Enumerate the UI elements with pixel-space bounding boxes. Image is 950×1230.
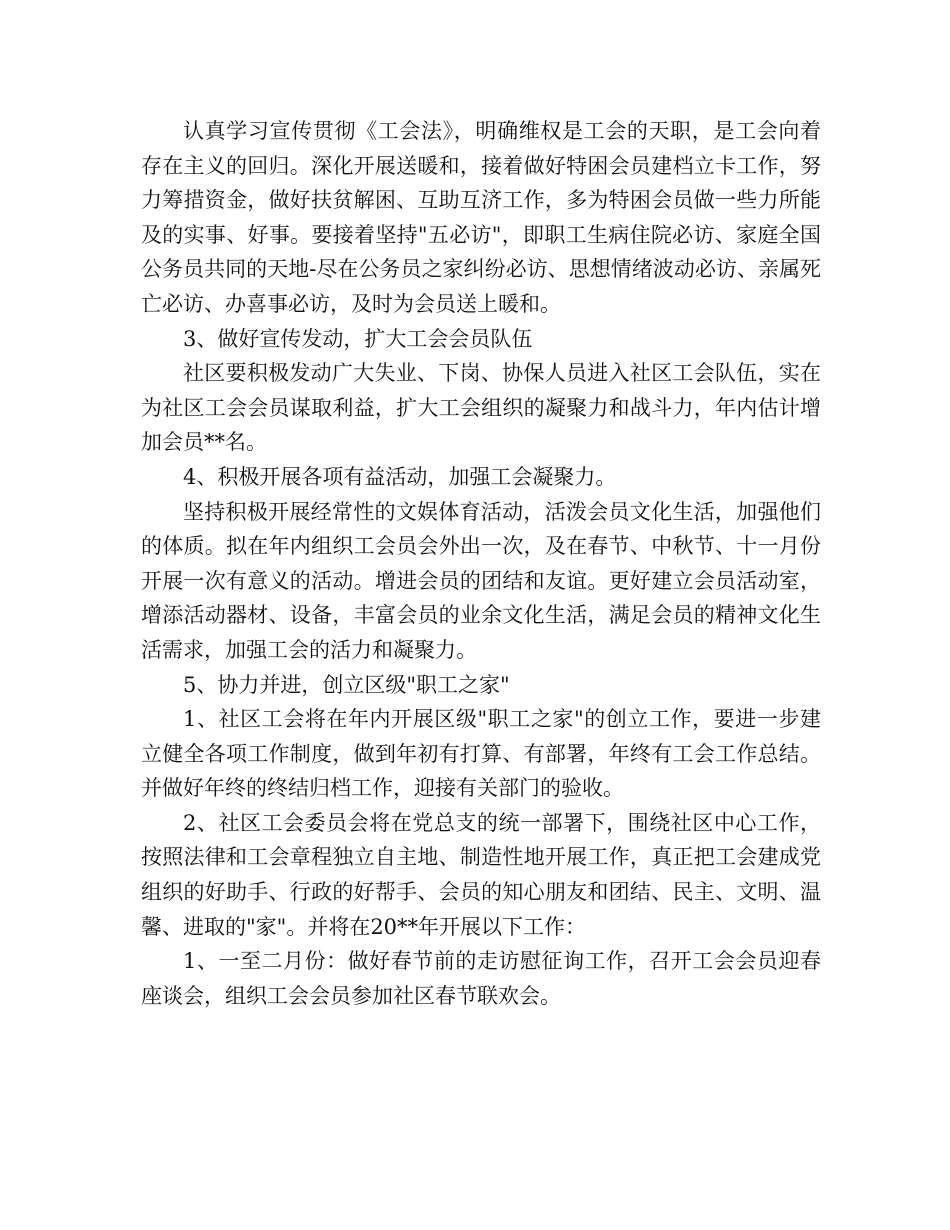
paragraph-rights-protection: 认真学习宣传贯彻《工会法》，明确维权是工会的天职，是工会向着存在主义的回归。深化开展送暖和，接着做好特困会员建档立卡工作，努力筹措资金，做好扶贫解困、互助互济工作，多为特困会员做一些力所能及的实事、好事。要接着坚持"五必访"，即职工生病住院必访、家庭全国公务员共同的天地-尽在公务员之家纠纷必访、思想情绪波动必访、亲属死亡必访、办喜事必访，及时为会员送上暖和。 <box>141 119 821 316</box>
paragraph-committee: 2、社区工会委员会将在党总支的统一部署下，围绕社区中心工作，按照法律和工会章程独立自主地、制造性地开展工作，真正把工会建成党组织的好助手、行政的好帮手、会员的知心朋友和团结、民主、文明、温馨、进取的"家"。并将在20**年开展以下工作： <box>141 810 821 939</box>
heading-activities: 4、积极开展各项有益活动，加强工会凝聚力。 <box>183 464 617 489</box>
heading-workers-home: 5、协力并进，创立区级"职工之家" <box>183 672 510 697</box>
heading-publicity: 3、做好宣传发动，扩大工会会员队伍 <box>183 326 533 351</box>
paragraph-jan-feb: 1、一至二月份：做好春节前的走访慰征询工作，召开工会会员迎春座谈会，组织工会会员参加社区春节联欢会。 <box>141 949 821 1008</box>
paragraph-membership: 社区要积极发动广大失业、下岗、协保人员进入社区工会队伍，实在为社区工会会员谋取利益，扩大工会组织的凝聚力和战斗力，年内估计增加会员**名。 <box>141 361 821 455</box>
document-body <box>141 114 821 1013</box>
paragraph-workers-home: 1、社区工会将在年内开展区级"职工之家"的创立工作，要进一步建立健全各项工作制度，做到年初有打算、有部署，年终有工会工作总结。并做好年终的终结归档工作，迎接有关部门的验收。 <box>141 707 821 801</box>
paragraph-activities: 坚持积极开展经常性的文娱体育活动，活泼会员文化生活，加强他们的体质。拟在年内组织工会员会外出一次，及在春节、中秋节、十一月份开展一次有意义的活动。增进会员的团结和友谊。更好建立会员活动室，增添活动器材、设备，丰富会员的业余文化生活，满足会员的精神文化生活需求，加强工会的活力和凝聚力。 <box>141 499 821 662</box>
